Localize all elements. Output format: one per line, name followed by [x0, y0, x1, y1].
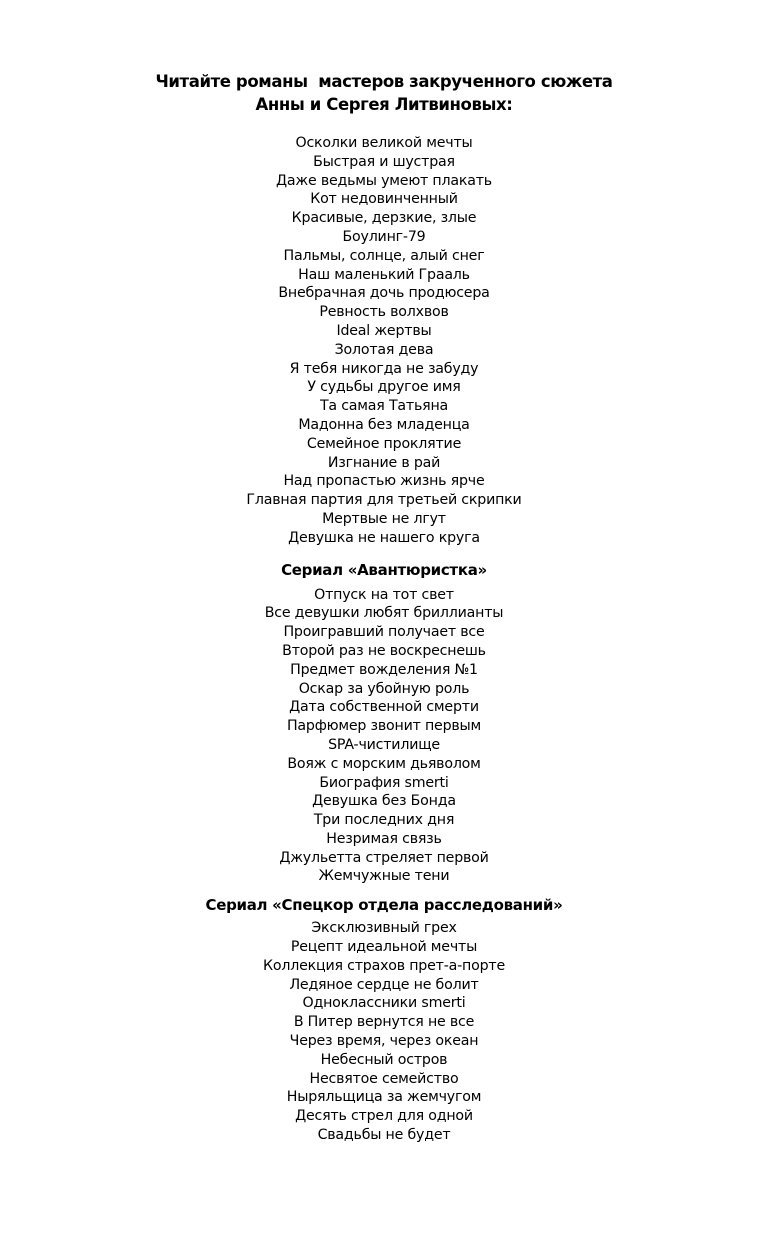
book-title: Дата собственной смерти: [289, 699, 479, 716]
book-title: Боулинг-79: [342, 228, 426, 245]
book-title: У судьбы другое имя: [307, 379, 461, 396]
book-title: Мертвые не лгут: [322, 510, 446, 527]
book-title: Быстрая и шустрая: [313, 153, 455, 170]
book-title: Три последних дня: [313, 812, 455, 829]
book-title: Жемчужные тени: [318, 868, 450, 885]
book-title: В Питер вернутся не все: [293, 1014, 475, 1031]
book-title: Девушка не нашего круга: [288, 529, 480, 546]
book-title: Эксклюзивный грех: [311, 920, 457, 937]
series-spetskor-list: [0, 919, 768, 1145]
book-title: Осколки великой мечты: [295, 135, 473, 151]
book-title: Семейное проклятие: [306, 435, 462, 452]
page-heading-line-1: Читайте романы мастеров закрученного сюжета: [155, 72, 613, 91]
book-title: Проигравший получает все: [283, 624, 485, 641]
book-title: Ideal жертвы: [336, 322, 432, 339]
book-title: Кот недовинченный: [310, 191, 458, 208]
book-title: Биография smerti: [319, 774, 449, 791]
book-title: Одноклассники smerti: [302, 995, 466, 1012]
series-avantyuristka-list: [0, 586, 768, 887]
book-title: Джульетта стреляет первой: [279, 849, 489, 866]
book-title: Рецепт идеальной мечты: [290, 939, 478, 956]
series-avantyuristka-title: Сериал «Авантюристка»: [281, 560, 487, 579]
book-title: Та самая Татьяна: [319, 398, 449, 415]
book-title: Мадонна без младенца: [298, 416, 470, 433]
book-title: Небесный остров: [320, 1051, 448, 1068]
book-title: Оскар за убойную роль: [298, 680, 470, 697]
book-title: Ревность волхвов: [319, 304, 449, 321]
book-list-page: [0, 70, 768, 1145]
page-heading-line-2: Анны и Сергея Литвиновых:: [255, 95, 513, 114]
book-title: Отпуск на тот свет: [314, 586, 454, 603]
book-title: Парфюмер звонит первым: [286, 718, 482, 735]
book-title: Внебрачная дочь продюсера: [278, 285, 490, 302]
book-title: Все девушки любят бриллианты: [264, 605, 504, 622]
book-title: Пальмы, солнце, алый снег: [283, 247, 485, 264]
book-title: Вояж с морским дьяволом: [287, 755, 481, 772]
book-title: Золотая дева: [334, 341, 434, 358]
book-title: Незримая связь: [326, 830, 442, 847]
series-spetskor-title: Сериал «Спецкор отдела расследований»: [205, 896, 563, 915]
book-title: Ледяное сердце не болит: [289, 976, 479, 993]
book-title: Даже ведьмы умеют плакать: [276, 172, 492, 189]
book-title: Десять стрел для одной: [295, 1108, 473, 1125]
book-title: SPA-чистилище: [328, 736, 440, 753]
book-title: Ныряльщица за жемчугом: [286, 1089, 482, 1106]
book-title: Я тебя никогда не забуду: [289, 360, 479, 377]
book-title: Над пропастью жизнь ярче: [283, 473, 485, 490]
book-title: Коллекция страхов прет-а-порте: [263, 957, 505, 974]
book-title: Предмет вожделения №1: [290, 661, 478, 678]
book-title: Красивые, дерзкие, злые: [291, 210, 477, 227]
book-title: Через время, через океан: [289, 1033, 479, 1050]
book-title: Девушка без Бонда: [312, 793, 456, 810]
main-novels-list: [0, 134, 768, 548]
book-title: Изгнание в рай: [327, 454, 441, 471]
book-title: Несвятое семейство: [309, 1070, 459, 1087]
book-title: Наш маленький Грааль: [298, 266, 470, 283]
book-title: Свадьбы не будет: [317, 1127, 451, 1144]
book-title: Главная партия для третьей скрипки: [246, 492, 522, 509]
book-title: Второй раз не воскреснешь: [282, 642, 486, 659]
